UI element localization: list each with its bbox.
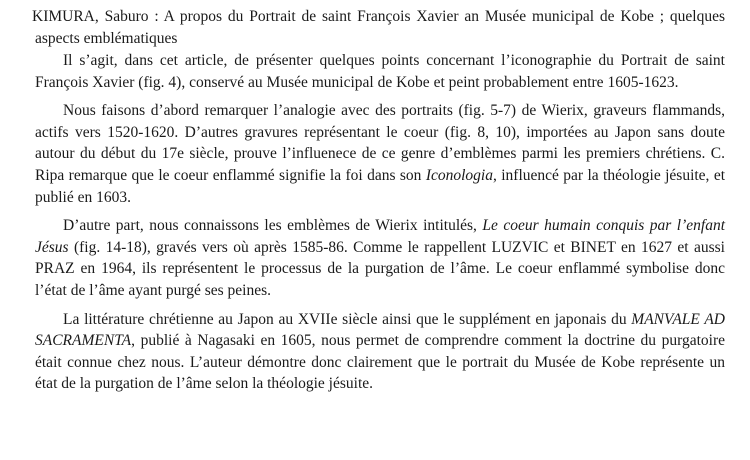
- paragraph-1: Il s’agit, dans cet article, de présenter quelques points concernant l’iconographie du Portrait de saint François Xavier (fig. 4), conservé au Musée municipal de Kobe et peint probablement entre 1605-1623.: [35, 52, 725, 91]
- paragraph-2-text-a: Nous faisons d’abord remarquer l’analogie avec des portraits (fig. 5-7) de Wierix, graveurs flammands, actifs vers 1520-1620. D’autres gravures représentant le coeur (fig. 8, 10), importées au Japon sans doute autour du début du 17e siècle, prouve l’influenece de ce genre d’emblèmes parmi les premiers chrétiens. C. Ripa remarque que le coeur enflammé signifie la foi dans son: [35, 102, 725, 184]
- document-page: [32, 6, 726, 395]
- paragraph-2: [35, 100, 725, 208]
- abstract-body: [35, 50, 725, 395]
- article-title: A propos du Portrait de saint François Xavier an Musée municipal de Kobe ; quelques aspects emblématiques: [35, 8, 725, 47]
- paragraph-2-text-b: , influencé par la théologie jésuite, et publié en 1603.: [35, 166, 726, 206]
- paragraph-3-italic: Le coeur humain conquis par l’enfant Jésus: [35, 217, 725, 256]
- paragraph-2-italic: Iconologia: [425, 166, 493, 184]
- paragraph-4-text-b: , publié à Nagasaki en 1605, nous permet de comprendre comment la doctrine du purgatoire était connue chez nous. L’auteur démontre donc clairement que le portrait du Musée de Kobe représente un état de la purgation de l’âme selon la théologie jésuite.: [35, 332, 725, 393]
- author-name: KIMURA, Saburo: [32, 8, 149, 25]
- header-separator: :: [148, 8, 164, 25]
- paragraph-3-text-b: (fig. 14-18), gravés vers où après 1585-86. Comme le rappellent LUZVIC et BINET en 1627 et aussi PRAZ en 1964, ils représentent le processus de la purgation de l’âme. Le coeur enflammé symbolise donc l’état de l’âme ayant purgé ses peines.: [35, 238, 725, 299]
- article-header: [32, 6, 725, 49]
- paragraph-4-text-a: La littérature chrétienne au Japon au XVIIe siècle ainsi que le supplément en japonais du: [63, 310, 632, 328]
- paragraph-3-text-a: D’autre part, nous connaissons les emblèmes de Wierix intitulés,: [63, 217, 483, 235]
- paragraph-4: [35, 309, 725, 395]
- paragraph-4-italic: MANVALE AD SACRAMENTA: [35, 310, 725, 350]
- paragraph-3: [35, 215, 725, 301]
